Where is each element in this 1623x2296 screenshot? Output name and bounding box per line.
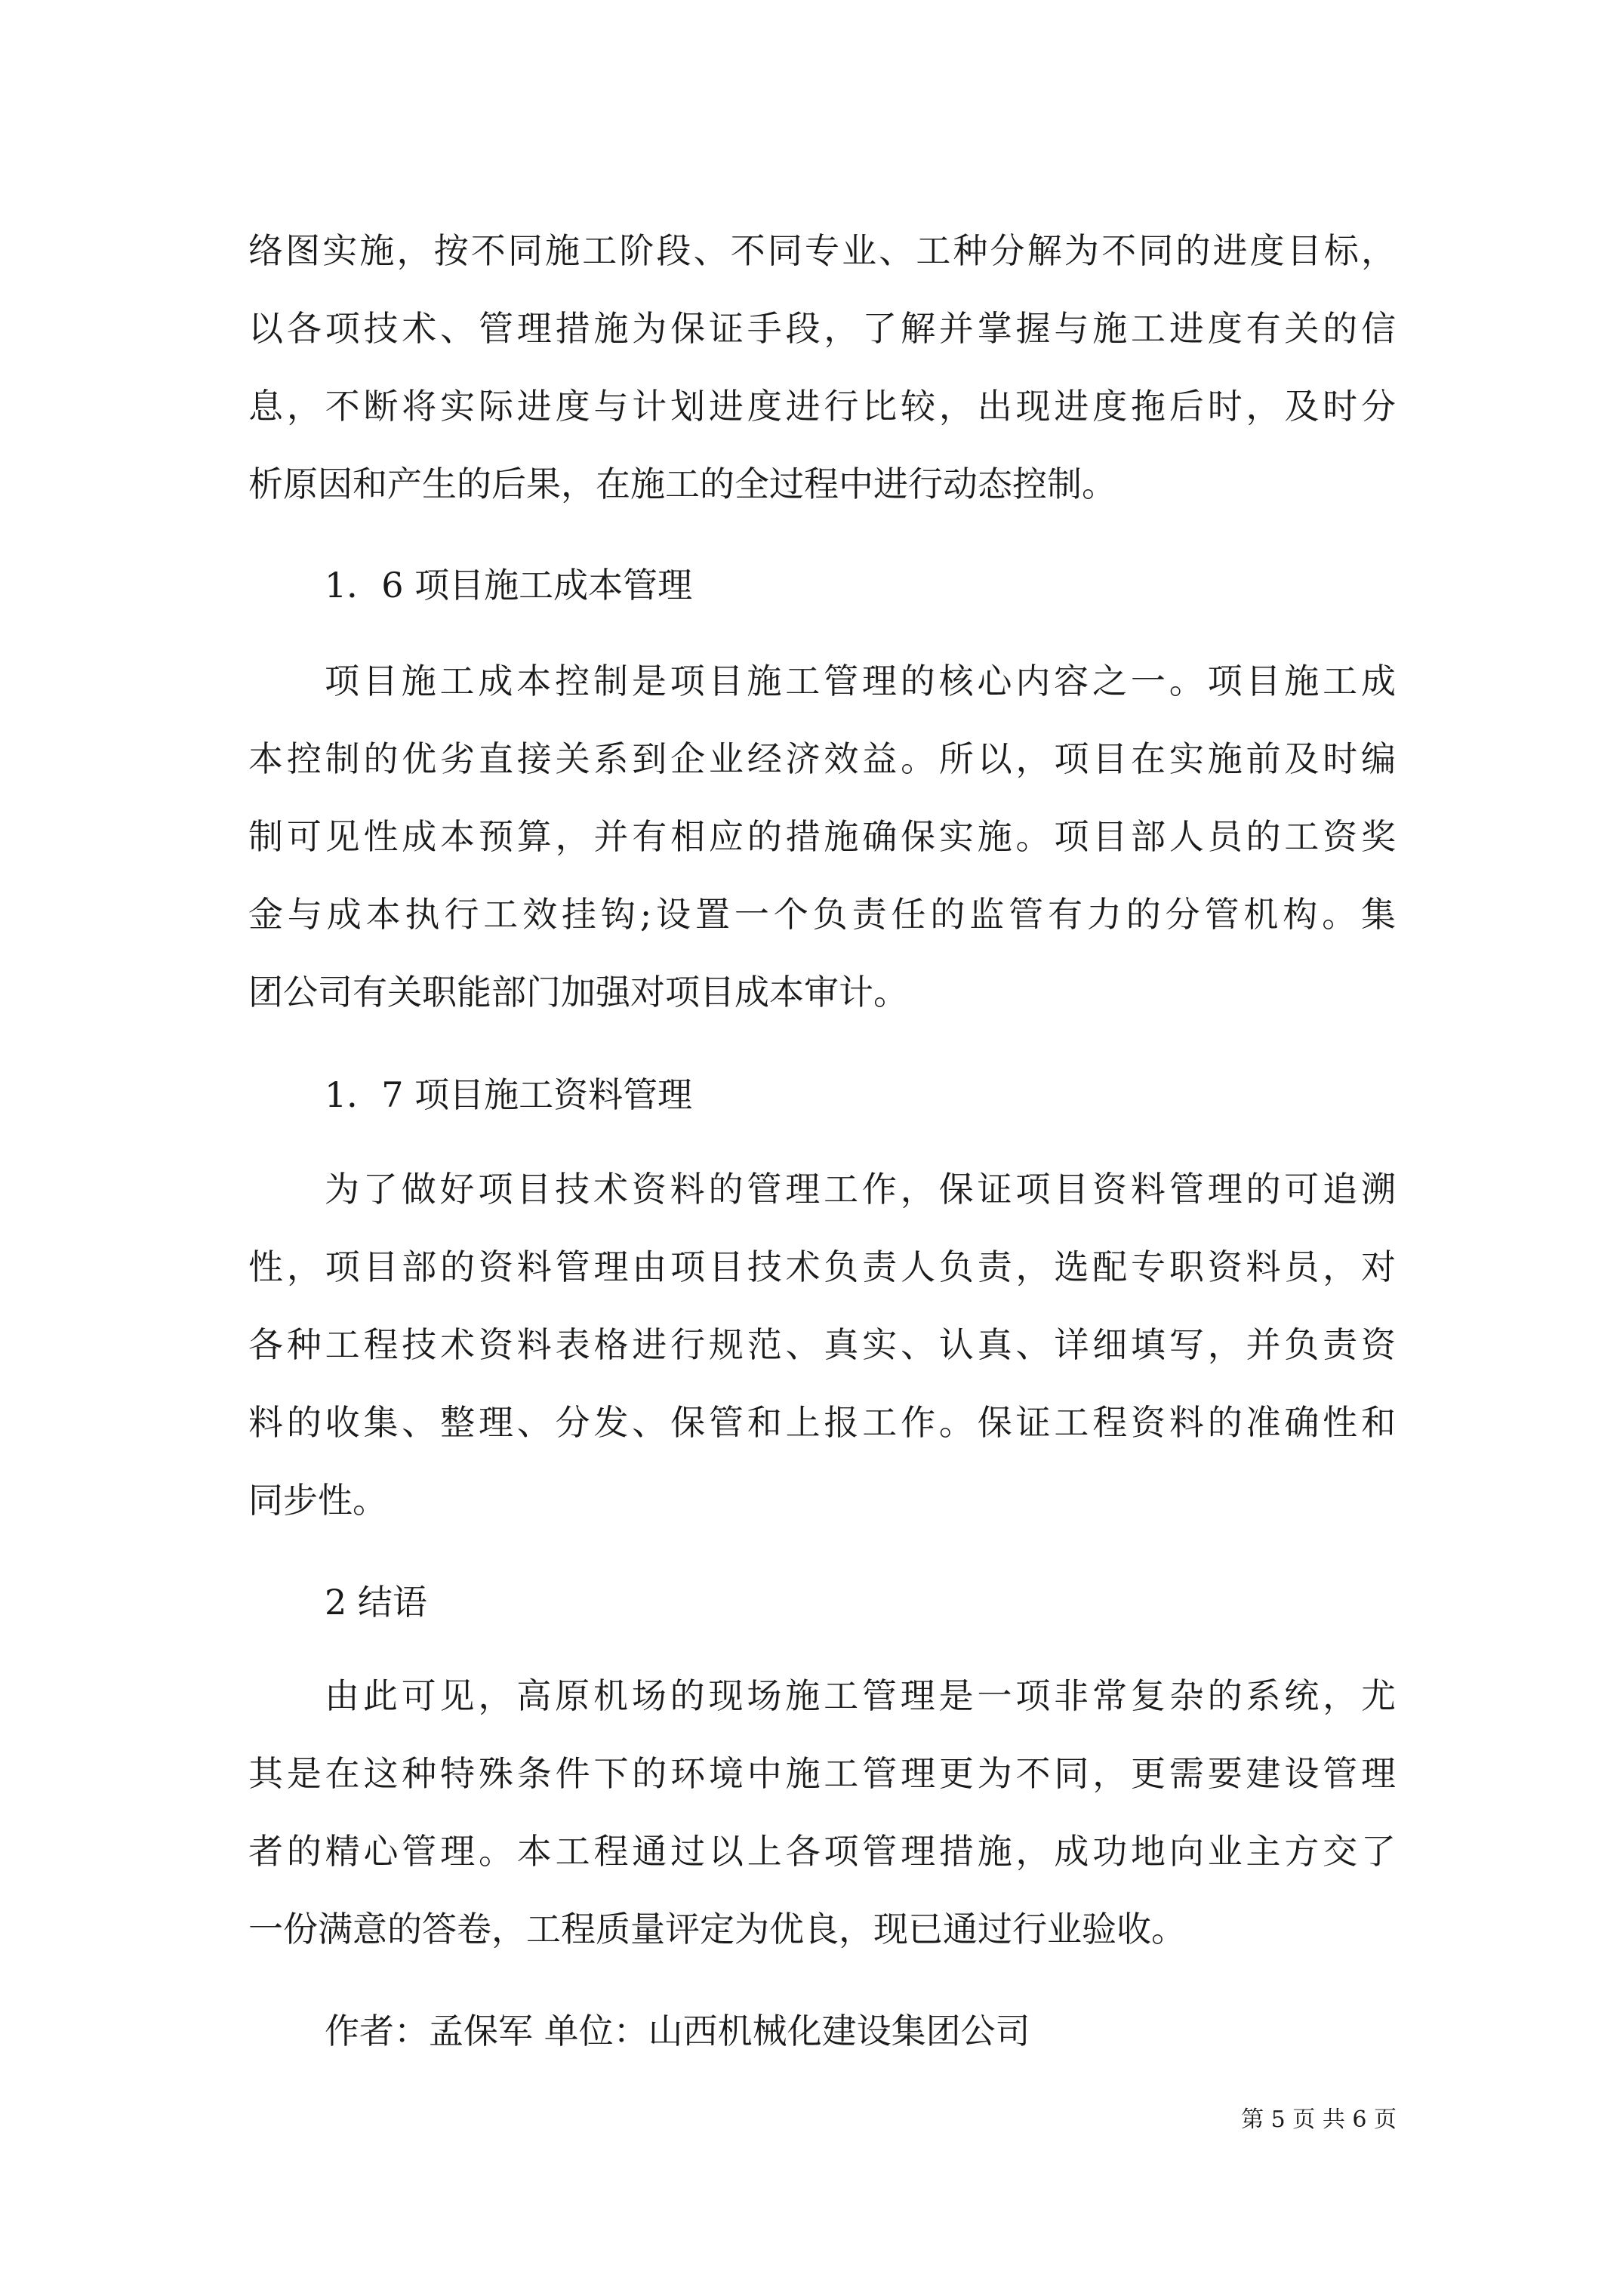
section-heading-1-7: 1．7 项目施工资料管理 — [325, 1074, 693, 1115]
body-text-line: 者的精心管理。本工程通过以上各项管理措施，成功地向业主方交了 — [248, 1831, 1396, 1872]
section-heading-conclusion: 2 结语 — [325, 1582, 427, 1623]
body-text-line: 项目施工成本控制是项目施工管理的核心内容之一。项目施工成 — [325, 661, 1396, 701]
body-text-line: 一份满意的答卷，工程质量评定为优良，现已通过行业验收。 — [248, 1909, 1186, 1949]
author-line: 作者：孟保军 单位：山西机械化建设集团公司 — [325, 2011, 1030, 2051]
body-text-line: 性，项目部的资料管理由项目技术负责人负责，选配专职资料员，对 — [248, 1247, 1396, 1287]
body-text-line: 制可见性成本预算，并有相应的措施确保实施。项目部人员的工资奖 — [248, 816, 1396, 857]
body-text-line: 由此可见，高原机场的现场施工管理是一项非常复杂的系统，尤 — [325, 1675, 1396, 1716]
body-text-line: 其是在这种特殊条件下的环境中施工管理更为不同，更需要建设管理 — [248, 1753, 1396, 1794]
body-text-line: 同步性。 — [248, 1480, 387, 1521]
body-text-line: 以各项技术、管理措施为保证手段，了解并掌握与施工进度有关的信 — [248, 308, 1396, 349]
section-heading-1-6: 1．6 项目施工成本管理 — [325, 565, 693, 606]
body-text-line: 团公司有关职能部门加强对项目成本审计。 — [248, 972, 908, 1012]
body-text-line: 金与成本执行工效挂钩;设置一个负责任的监管有力的分管机构。集 — [248, 894, 1396, 935]
body-text-line: 络图实施，按不同施工阶段、不同专业、工种分解为不同的进度目标， — [248, 230, 1396, 271]
body-text-line: 各种工程技术资料表格进行规范、真实、认真、详细填写，并负责资 — [248, 1324, 1396, 1365]
body-text-line: 本控制的优劣直接关系到企业经济效益。所以，项目在实施前及时编 — [248, 738, 1396, 779]
page-number-footer: 第 5 页 共 6 页 — [1241, 2106, 1397, 2133]
body-text-line: 析原因和产生的后果，在施工的全过程中进行动态控制。 — [248, 464, 1116, 504]
body-text-line: 料的收集、整理、分发、保管和上报工作。保证工程资料的准确性和 — [248, 1402, 1396, 1443]
body-text-line: 为了做好项目技术资料的管理工作，保证项目资料管理的可追溯 — [325, 1169, 1396, 1210]
body-text-line: 息，不断将实际进度与计划进度进行比较，出现进度拖后时，及时分 — [248, 386, 1396, 427]
